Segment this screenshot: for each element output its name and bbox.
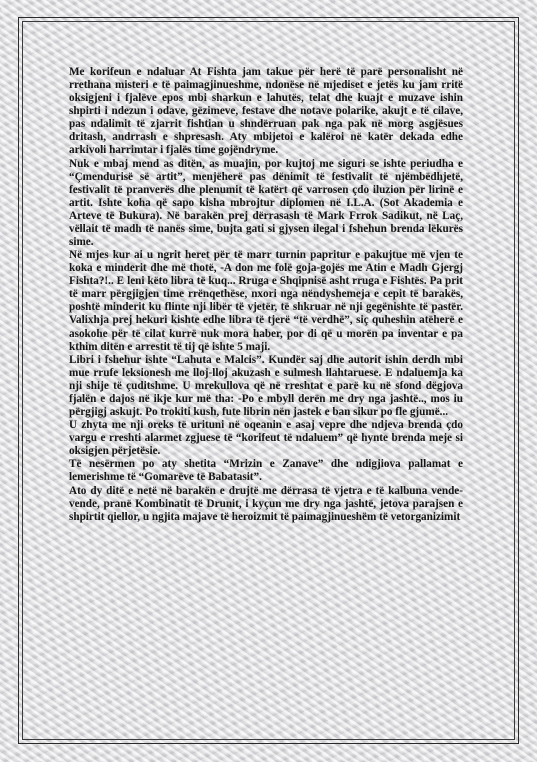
paragraph-7: Ato dy ditë e netë në barakën e drujtë me dërrasa të vjetra e të kalbuna vende-vende, pranë Kombinatit të Drunit, i kyçun me dry nga jashtë, jetova parajsen e shpirtit qiellor, u ngjita majave të heroizmit të paimagjinueshëm të vetorganizimit <box>69 484 463 523</box>
paragraph-6: Të nesërmen po aty shetita “Mrizin e Zanave” dhe ndigjiova pallamat e lemerishme të “Gomarëve të Babatasit”. <box>69 458 463 484</box>
paragraph-1: Me korifeun e ndaluar At Fishta jam takue për herë të parë personalisht në rrethana misteri e të paimagjinueshme, ndonëse në mjediset e jetës ku jam rritë oksigjeni i fjalëve epos mbi sharkun e lahutës, telat dhe kuajt e muzave ishin shpirti i ndezun i odave, gëzimeve, festave dhe notave polarike, akujt e të cilave, pas ndalimit të zjarrit fishtian u shndërruan pak nga pak në morg asgjësues dritash, andrrash e shpresash. Aty mbijetoi e kalëroi në katër dekada edhe arkivoli harrimtar i fjalës time gojëndryme. <box>69 66 463 157</box>
body-text <box>69 66 463 524</box>
paragraph-3: Në mjes kur ai u ngrit heret për të marr turnin papritur e pakujtue më vjen te koka e minderit dhe më thotë, -A don me folë goja-gojës me Atin e Madh Gjergj Fishta?!.. E leni këto libra të kuq... Rruga e Shqipnisë asht rruga e Fishtës. Pa prit të marr përgjigjen time rrënqethëse, nxori nga nëndyshemeja e cepit të barakës, poshtë minderit ku flinte nji libër të vjetër, të shkruar në nji gegënishte të pastër. Valixhja prej hekuri kishte edhe libra të tjerë “të verdhë”, siç quheshin atëherë e asokohe për të cilat kurrë nuk mora haber, por di që u morën pa inventar e pa kthim ditën e arrestit të tij që ishte 5 maji. <box>69 249 463 353</box>
paragraph-5: U zhyta me nji oreks të urituni në oqeanin e asaj vepre dhe ndjeva brenda çdo vargu e rreshti alarmet zgjuese të “korifeut të ndaluem” që hynte brenda meje si oksigjen përjetësie. <box>69 419 463 458</box>
paragraph-2: Nuk e mbaj mend as ditën, as muajin, por kujtoj me siguri se ishte periudha e “Çmendurisë së artit”, menjëherë pas dënimit të festivalit të njëmbëdhjetë, festivalit të pranverës dhe plenumit të katërt që varrosen çdo iluzion për lirinë e artit. Ishte koha që sapo kisha mbrojtur diplomen në I.L.A. (Sot Akademia e Arteve të Bukura). Në barakën prej dërrasash të Mark Frrok Sadikut, në Laç, vëllait të madh të nanës sime, bujta gati si gjysen ilegal i fshehun brenda lëkurës sime. <box>69 157 463 249</box>
paragraph-4: Libri i fshehur ishte “Lahuta e Malcis”. Kundër saj dhe autorit ishin derdh mbi mue rrufe leksionesh me lloj-lloj akuzash e sulmesh llahtaruese. E ndaluemja ka nji shije të çuditshme. U mrekullova që në rreshtat e parë ku në sfond dëgjova fjalën e dajos në ikje kur më tha: -Po e mbyll derën me dry nga jashtë.., mos iu përgjigj askujt. Po trokiti kush, fute librin nën jastek e ban sikur po fle gjumë... <box>69 353 463 419</box>
